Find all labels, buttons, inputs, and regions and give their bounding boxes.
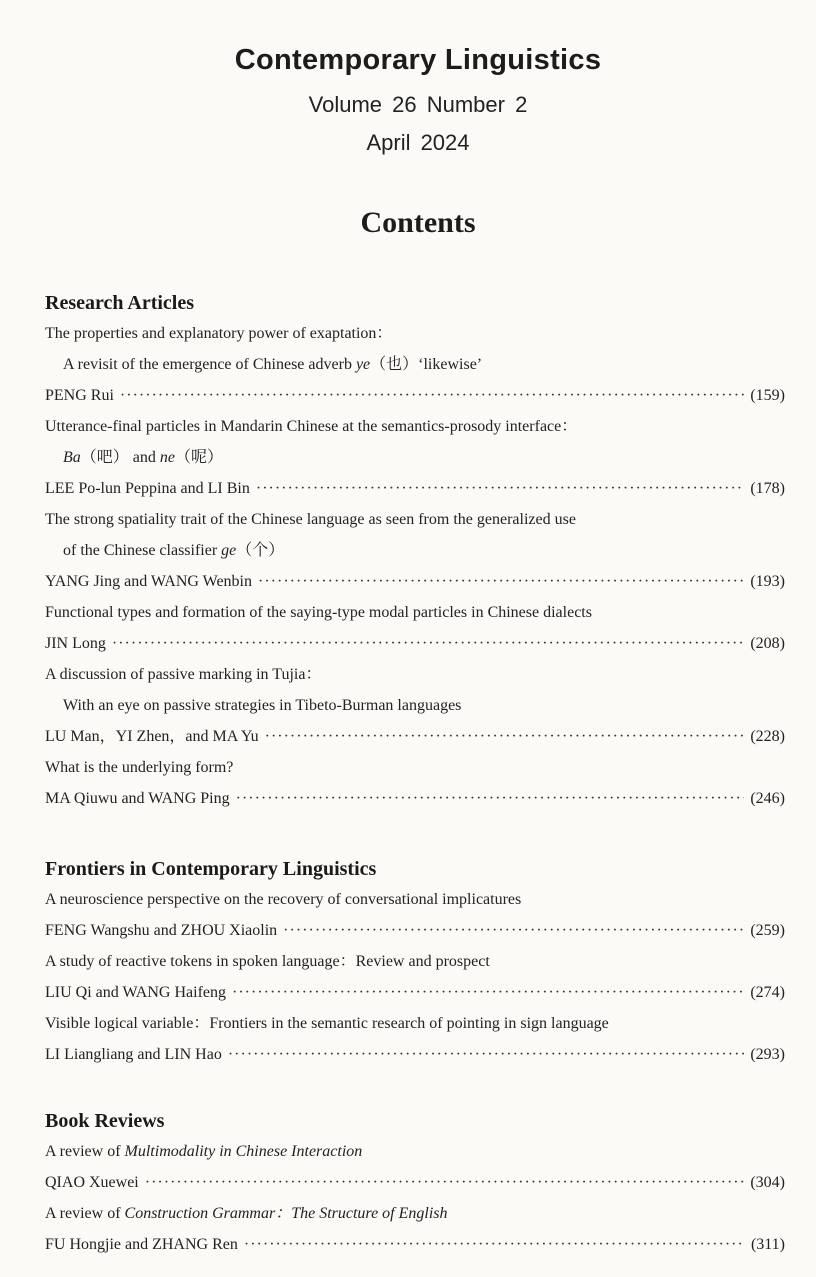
article-title-line [45,318,785,349]
section-title: Frontiers in Contemporary Linguistics [45,858,377,880]
article-title-line [45,442,785,473]
title-text: （呢） [175,449,224,466]
title-text: With an eye on passive strategies in Tibeto-Burman languages [63,697,462,714]
section-frontiers [45,854,785,1070]
author-line [45,721,785,752]
author-line [45,566,785,597]
article-title-line [45,504,785,535]
page-number: ( 311 ) [751,1229,785,1260]
author-line [45,783,785,814]
dot-leader [258,566,744,597]
page-number: ( 246 ) [750,783,785,814]
author-names: QIAO Xuewei [45,1174,139,1191]
title-text: A review of [45,1143,125,1160]
author-names: LI Liangliang and LIN Hao [45,1046,222,1063]
section-title: Research Articles [45,292,195,314]
author-line [45,977,785,1008]
italic-term: Multimodality in Chinese Interaction [124,1143,363,1160]
author-names: LEE Po-lun Peppina and LI Bin [45,480,250,497]
page-number: ( 228 ) [750,721,785,752]
author-names: LIU Qi and WANG Haifeng [45,984,226,1001]
dot-leader [265,721,745,752]
toc-entry [45,752,785,814]
page-number: ( 293 ) [750,1039,785,1070]
volume-number: Volume 26 Number 2 [308,92,528,117]
title-text: The strong spatiality trait of the Chinese language as seen from the generalized use [45,511,576,528]
title-text: A discussion of passive marking in Tujia： [45,666,322,683]
author-line [45,380,785,411]
section-book-reviews [45,1106,785,1260]
italic-term: ne [159,449,175,466]
section-research-articles [45,288,785,814]
author-names: JIN Long [45,635,106,652]
issue-date: April 2024 [366,130,470,155]
title-text: A study of reactive tokens in spoken language：Review and prospect [45,953,490,970]
toc-entry [45,659,785,752]
toc-entry [45,1136,785,1198]
page-number: ( 304 ) [750,1167,785,1198]
dot-leader [112,628,744,659]
dot-leader [232,977,744,1008]
title-text: The properties and explanatory power of exaptation： [45,325,393,342]
dot-leader [256,473,744,504]
dot-leader [145,1167,745,1198]
page-number: ( 193 ) [750,566,785,597]
toc-entry [45,884,785,946]
author-names: YANG Jing and WANG Wenbin [45,573,252,590]
page-number: ( 159 ) [750,380,785,411]
title-text: A neuroscience perspective on the recovery of conversational implicatures [45,891,522,908]
toc-entry [45,411,785,504]
toc-entry [45,1198,785,1260]
author-line [45,473,785,504]
author-line [45,1039,785,1070]
toc-entry [45,946,785,1008]
page-number: ( 274 ) [750,977,785,1008]
author-names: LU Man，YI Zhen，and MA Yu [45,728,259,745]
title-text: A review of [45,1205,125,1222]
author-names: FENG Wangshu and ZHOU Xiaolin [45,922,278,939]
dot-leader [236,783,745,814]
dot-leader [244,1229,745,1260]
title-text: Utterance-final particles in Mandarin Chinese at the semantics-prosody interface： [45,418,578,435]
author-line [45,1229,785,1260]
title-text: （个） [236,542,285,559]
article-title-line [45,535,785,566]
title-text: Visible logical variable：Frontiers in the semantic research of pointing in sign language [45,1015,609,1032]
title-text: What is the underlying form? [45,759,234,776]
author-names: PENG Rui [45,387,114,404]
author-line [45,1167,785,1198]
author-line [45,628,785,659]
page-number: ( 208 ) [750,628,785,659]
title-text: of the Chinese classifier [63,542,222,559]
article-title-line [45,752,785,783]
italic-term: ye [355,356,371,373]
article-title-line [45,597,785,628]
toc-entry [45,504,785,597]
article-title-line [45,411,785,442]
title-text: A revisit of the emergence of Chinese adverb [63,356,356,373]
contents-heading: Contents [360,206,476,239]
dot-leader [120,380,744,411]
article-title-line [45,659,785,690]
italic-term: Construction Grammar：The Structure of English [124,1205,448,1222]
article-title-line [45,1198,785,1229]
toc-entry [45,597,785,659]
title-text: （吧） and [80,449,160,466]
article-title-line [45,946,785,977]
page-number: ( 178 ) [750,473,785,504]
italic-term: ge [221,542,237,559]
toc-entry [45,1008,785,1070]
section-title: Book Reviews [45,1110,165,1132]
article-title-line [45,884,785,915]
title-text: （也）‘likewise’ [370,356,483,373]
toc-entry [45,318,785,411]
dot-leader [283,915,744,946]
author-names: MA Qiuwu and WANG Ping [45,790,230,807]
article-title-line [45,690,785,721]
article-title-line [45,1008,785,1039]
title-text: Functional types and formation of the saying-type modal particles in Chinese dialects [45,604,592,621]
journal-title: Contemporary Linguistics [234,44,602,76]
italic-term: Ba [63,449,81,466]
author-line [45,915,785,946]
article-title-line [45,349,785,380]
page-number: ( 259 ) [750,915,785,946]
dot-leader [228,1039,745,1070]
article-title-line [45,1136,785,1167]
author-names: FU Hongjie and ZHANG Ren [45,1236,238,1253]
